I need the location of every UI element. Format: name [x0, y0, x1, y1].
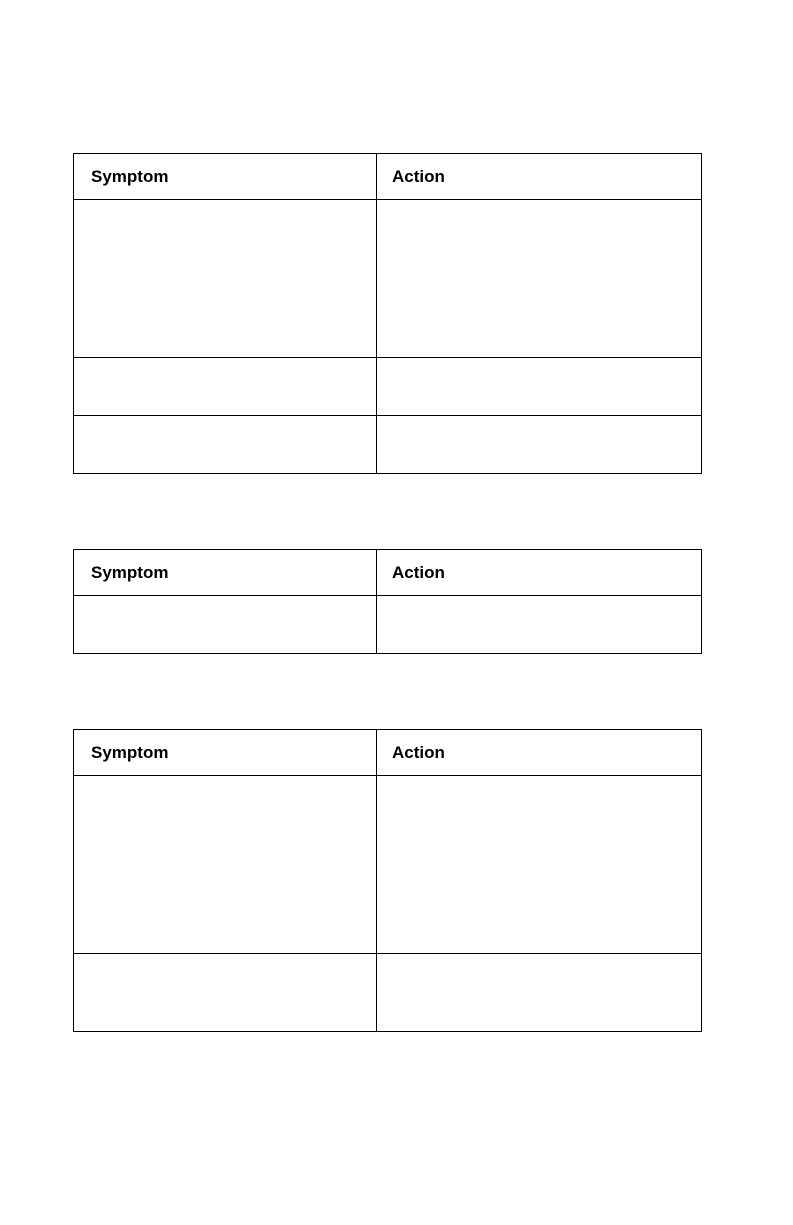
- troubleshooting-table-2: [73, 549, 702, 654]
- table-row: [74, 954, 702, 1032]
- symptom-column-header: Symptom: [74, 730, 377, 776]
- symptom-column-header: Symptom: [74, 154, 377, 200]
- table-header-row: [74, 550, 702, 596]
- table-row: [74, 200, 702, 358]
- symptom-cell: [74, 416, 377, 474]
- action-cell: [377, 596, 702, 654]
- table-row: [74, 776, 702, 954]
- action-cell: [377, 776, 702, 954]
- troubleshooting-table-3: [73, 729, 702, 1032]
- table-row: [74, 416, 702, 474]
- table-header-row: [74, 154, 702, 200]
- action-column-header: Action: [377, 154, 702, 200]
- troubleshooting-table-1: [73, 153, 702, 474]
- symptom-column-header: Symptom: [74, 550, 377, 596]
- action-column-header: Action: [377, 550, 702, 596]
- symptom-cell: [74, 954, 377, 1032]
- symptom-cell: [74, 776, 377, 954]
- action-cell: [377, 358, 702, 416]
- symptom-cell: [74, 358, 377, 416]
- action-cell: [377, 200, 702, 358]
- action-column-header: Action: [377, 730, 702, 776]
- table-row: [74, 596, 702, 654]
- table-header-row: [74, 730, 702, 776]
- symptom-cell: [74, 200, 377, 358]
- action-cell: [377, 954, 702, 1032]
- action-cell: [377, 416, 702, 474]
- symptom-cell: [74, 596, 377, 654]
- table-row: [74, 358, 702, 416]
